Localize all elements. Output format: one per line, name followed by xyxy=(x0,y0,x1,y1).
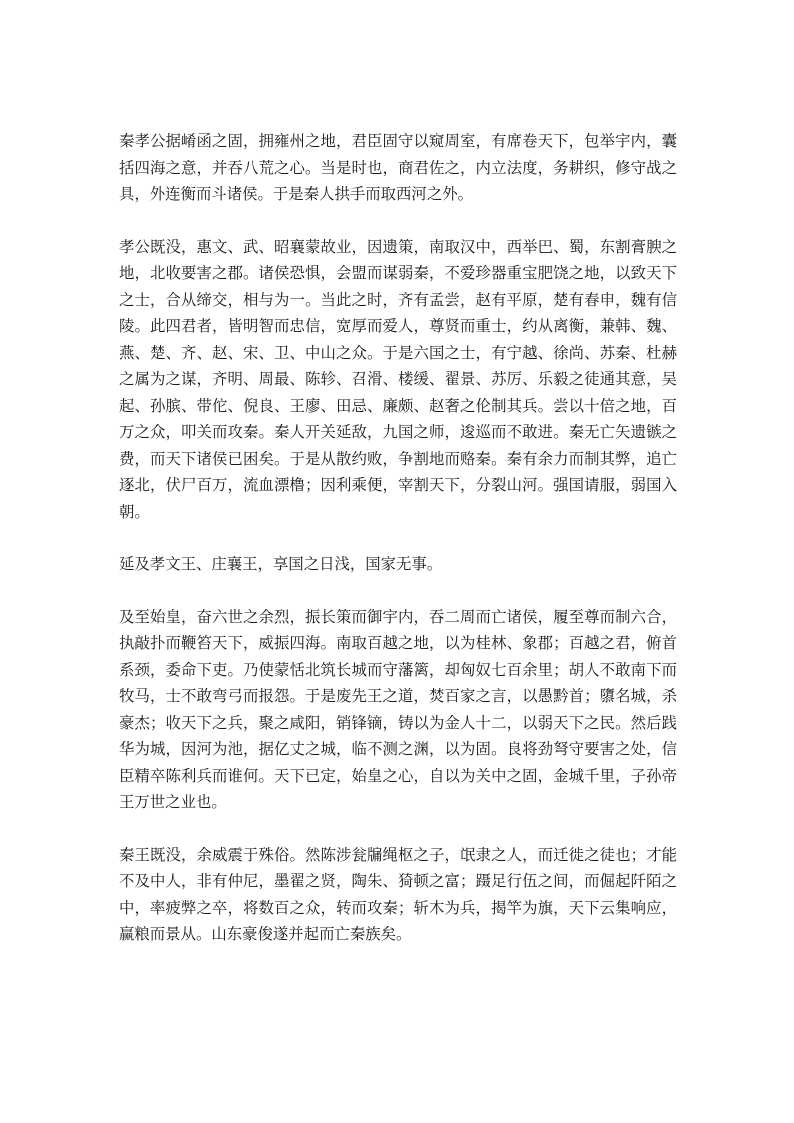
paragraph-5: 秦王既没，余威震于殊俗。然陈涉瓮牖绳枢之子，氓隶之人，而迁徙之徒也；才能不及中人，非有仲尼，墨翟之贤，陶朱、猗顿之富；蹑足行伍之间，而倔起阡陌之中，率疲弊之卒，将数百之众，转而攻秦；斩木为兵，揭竿为旗，天下云集响应，赢粮而景从。山东豪俊遂并起而亡秦族矣。 xyxy=(119,845,677,943)
paragraph-1: 秦孝公据崤函之固，拥雍州之地，君臣固守以窥周室，有席卷天下，包举宇内，囊括四海之意，并吞八荒之心。当是时也，商君佐之，内立法度，务耕织，修守战之具，外连衡而斗诸侯。于是秦人拱手而取西河之外。 xyxy=(119,132,677,203)
document-body xyxy=(119,128,677,948)
paragraph-2: 孝公既没，惠文、武、昭襄蒙故业，因遗策，南取汉中，西举巴、蜀，东割膏腴之地，北收要害之郡。诸侯恐惧，会盟而谋弱秦，不爱珍器重宝肥饶之地，以致天下之士，合从缔交，相与为一。当此之时，齐有孟尝，赵有平原，楚有春申，魏有信陵。此四君者，皆明智而忠信，宽厚而爱人，尊贤而重士，约从离衡，兼韩、魏、燕、楚、齐、赵、宋、卫、中山之众。于是六国之士，有宁越、徐尚、苏秦、杜赫之属为之谋，齐明、周最、陈轸、召滑、楼缓、翟景、苏厉、乐毅之徒通其意，吴起、孙膑、带佗、倪良、王廖、田忌、廉颇、赵奢之伦制其兵。尝以十倍之地，百万之众，叩关而攻秦。秦人开关延敌，九国之师，逡巡而不敢进。秦无亡矢遗镞之费，而天下诸侯已困矣。于是从散约败，争割地而赂秦。秦有余力而制其弊，追亡逐北，伏尸百万，流血漂橹；因利乘便，宰割天下，分裂山河。强国请服，弱国入朝。 xyxy=(119,237,677,521)
paragraph-3: 延及孝文王、庄襄王，享国之日浅，国家无事。 xyxy=(119,555,443,573)
paragraph-4: 及至始皇，奋六世之余烈，振长策而御宇内，吞二周而亡诸侯，履至尊而制六合，执敲扑而鞭笞天下，威振四海。南取百越之地，以为桂林、象郡；百越之君，俯首系颈，委命下吏。乃使蒙恬北筑长城而守藩篱，却匈奴七百余里；胡人不敢南下而牧马，士不敢弯弓而报怨。于是废先王之道，焚百家之言，以愚黔首；隳名城，杀豪杰；收天下之兵，聚之咸阳，销锋镝，铸以为金人十二，以弱天下之民。然后践华为城，因河为池，据亿丈之城，临不测之渊，以为固。良将劲弩守要害之处，信臣精卒陈利兵而谁何。天下已定，始皇之心，自以为关中之固，金城千里，子孙帝王万世之业也。 xyxy=(119,607,677,811)
